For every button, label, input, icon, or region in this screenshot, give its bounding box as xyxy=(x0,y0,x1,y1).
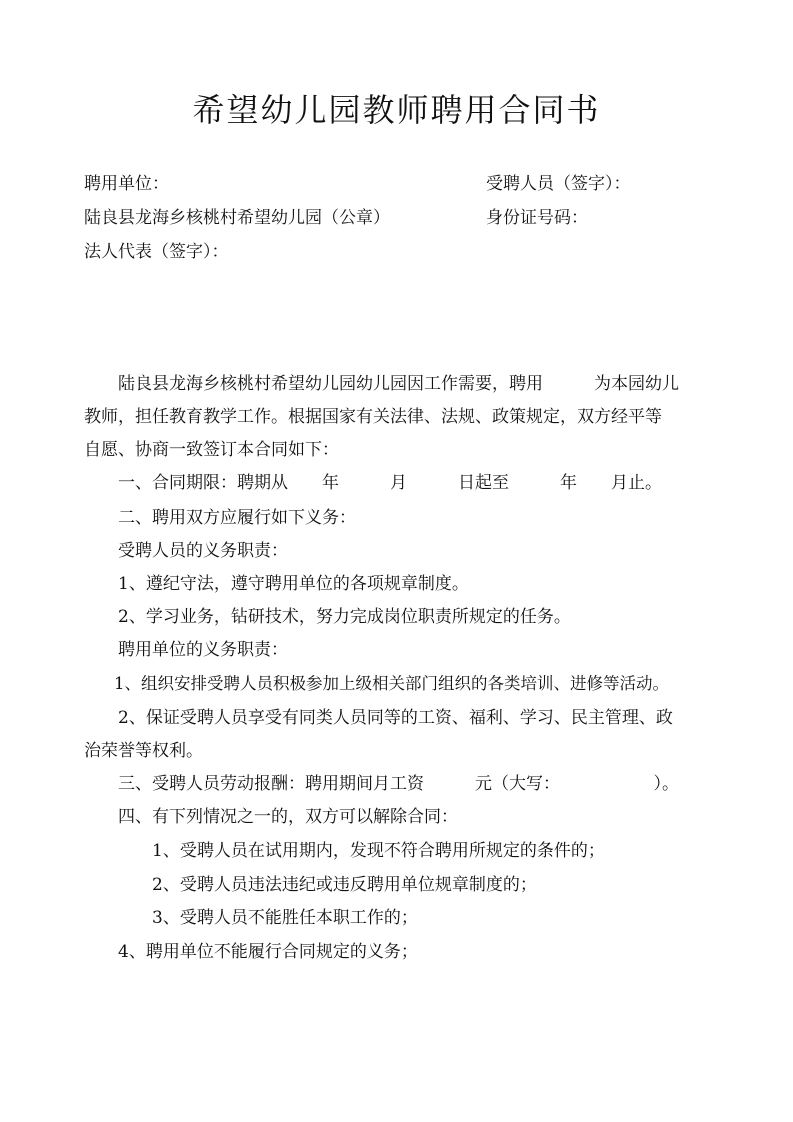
body-line: 2、保证受聘人员享受有同类人员同等的工资、福利、学习、民主管理、政 xyxy=(118,708,673,728)
body-line: 3、受聘人员不能胜任本职工作的； xyxy=(152,908,418,928)
id-number-label: 身份证号码： xyxy=(486,208,588,228)
employer-name: 陆良县龙海乡核桃村希望幼儿园（公章） xyxy=(84,208,390,228)
body-line: 自愿、协商一致签订本合同如下： xyxy=(84,440,339,460)
legal-rep-label: 法人代表（签字）： xyxy=(84,242,229,262)
body-line: 1、受聘人员在试用期内，发现不符合聘用所规定的条件的； xyxy=(152,841,605,861)
body-line: 治荣誉等权利。 xyxy=(84,741,203,761)
document-title: 希望幼儿园教师聘用合同书 xyxy=(192,91,601,129)
body-line: 一、合同期限：聘期从 年 月 日起至 年 月止。 xyxy=(118,473,662,493)
body-line: 陆良县龙海乡核桃村希望幼儿园幼儿园因工作需要，聘用 为本园幼儿 xyxy=(118,374,679,394)
body-line: 1、组织安排受聘人员积极参加上级相关部门组织的各类培训、进修等活动。 xyxy=(114,674,669,693)
body-line: 2、学习业务，钻研技术，努力完成岗位职责所规定的任务。 xyxy=(118,607,571,627)
body-line: 二、聘用双方应履行如下义务： xyxy=(118,508,356,528)
body-line: 4、聘用单位不能履行合同规定的义务； xyxy=(118,942,418,962)
body-line: 受聘人员的义务职责： xyxy=(118,541,288,561)
body-line: 三、受聘人员劳动报酬：聘用期间月工资 元（大写： ）。 xyxy=(118,774,679,794)
employer-label: 聘用单位： xyxy=(84,174,169,194)
body-line: 四、有下列情况之一的，双方可以解除合同： xyxy=(118,807,458,827)
body-line: 聘用单位的义务职责： xyxy=(118,640,288,660)
employee-sign-label: 受聘人员（签字）： xyxy=(486,174,631,194)
body-line: 1、遵纪守法，遵守聘用单位的各项规章制度。 xyxy=(118,574,469,594)
body-line: 2、受聘人员违法违纪或违反聘用单位规章制度的； xyxy=(152,875,537,895)
body-line: 教师，担任教育教学工作。根据国家有关法律、法规、政策规定，双方经平等 xyxy=(84,407,662,427)
